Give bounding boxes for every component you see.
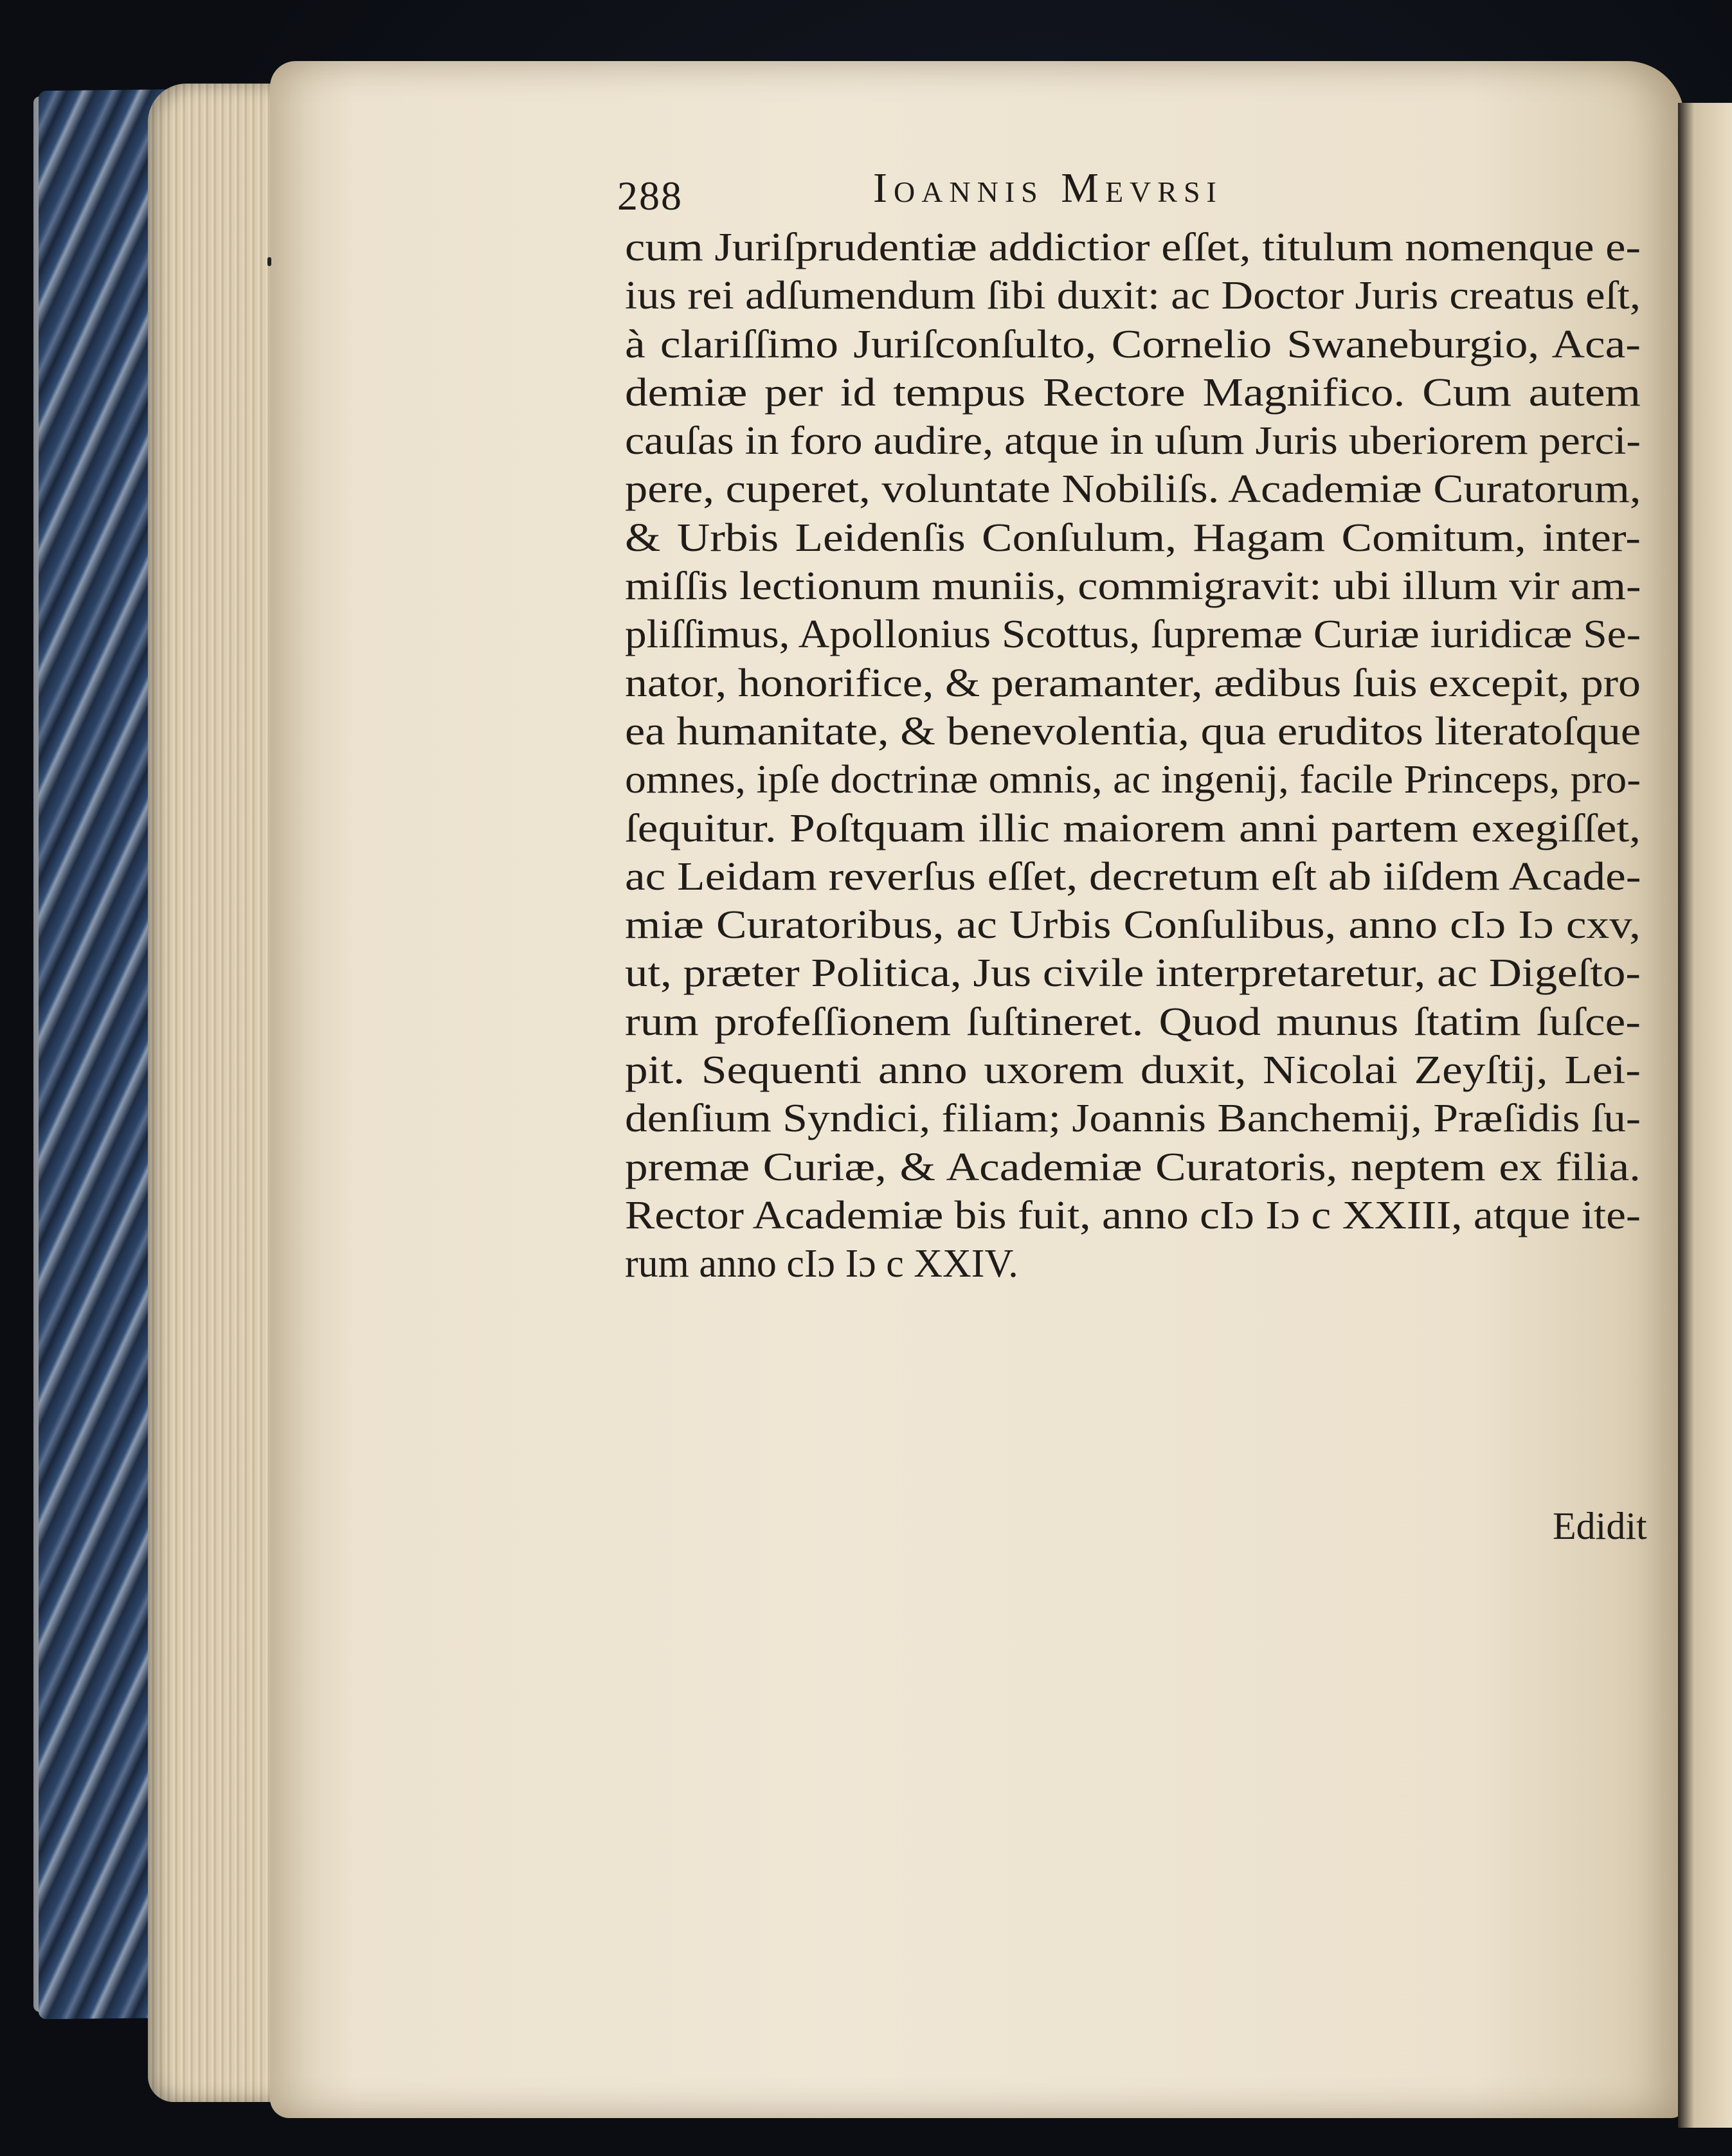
text-line: pit. Sequenti anno uxorem duxit, Nicolai Zeyſtij, Lei- xyxy=(625,1048,1641,1093)
text-line: ſequitur. Poſtquam illic maiorem anni partem exegiſſet, xyxy=(625,806,1641,850)
text-line: pere, cuperet, voluntate Nobiliſs. Academiæ Curatorum, xyxy=(625,467,1641,512)
text-line: miæ Curatoribus, ac Urbis Conſulibus, anno cIɔ Iɔ cxv, xyxy=(625,903,1641,948)
text-line: à clariſſimo Juriſconſulto, Cornelio Swaneburgio, Aca- xyxy=(625,322,1641,366)
text-line: ius rei adſumendum ſibi duxit: ac Doctor Juris creatus eſt, xyxy=(625,274,1641,318)
facing-page-edge xyxy=(1678,103,1732,2128)
text-line: ut, præter Politica, Jus civile interpretaretur, ac Digeſto- xyxy=(625,951,1641,996)
page-number: 288 xyxy=(617,173,683,219)
show-through-text xyxy=(633,1279,1643,1858)
text-line: pliſſimus, Apollonius Scottus, ſupremæ Curiæ iuridicæ Se- xyxy=(625,613,1641,657)
text-line: nator, honorifice, & peramanter, ædibus ſuis excepit, pro xyxy=(625,661,1641,705)
text-line: premæ Curiæ, & Academiæ Curatoris, neptem ex filia. xyxy=(625,1145,1641,1189)
text-line: Rector Academiæ bis fuit, anno cIɔ Iɔ c XXIII, atque ite- xyxy=(625,1193,1641,1237)
text-line: ac Leidam reverſus eſſet, decretum eſt ab iiſdem Acade- xyxy=(625,854,1641,899)
text-line: cauſas in foro audire, atque in uſum Juris uberiorem perci- xyxy=(625,419,1641,463)
text-line: ea humanitate, & benevolentia, qua eruditos literatoſque xyxy=(625,709,1641,753)
text-line: miſſis lectionum muniis, commigravit: ubi illum vir am- xyxy=(625,564,1641,609)
text-line: denſium Syndici, filiam; Joannis Banchemij, Præſidis ſu- xyxy=(625,1097,1641,1141)
catchword: Edidit xyxy=(1553,1505,1647,1547)
ink-speck xyxy=(267,257,271,266)
text-line: cum Juriſprudentiæ addictior eſſet, titulum nomenque e- xyxy=(625,226,1641,269)
text-line: rum profeſſionem ſuſtineret. Quod munus ſtatim ſuſce- xyxy=(625,1000,1641,1044)
text-line: demiæ per id tempus Rectore Magnifico. Cum autem xyxy=(625,370,1641,415)
text-line: & Urbis Leidenſis Conſulum, Hagam Comitum, inter- xyxy=(625,516,1641,560)
facing-page-fragments xyxy=(1707,476,1726,861)
text-line: omnes, ipſe doctrinæ omnis, ac ingenij, facile Princeps, pro- xyxy=(625,758,1641,802)
body-text xyxy=(625,224,1641,1289)
running-head: Ioannis Mevrsi xyxy=(873,165,1223,211)
text-line: rum anno cIɔ Iɔ c XXIV. xyxy=(625,1242,1018,1286)
